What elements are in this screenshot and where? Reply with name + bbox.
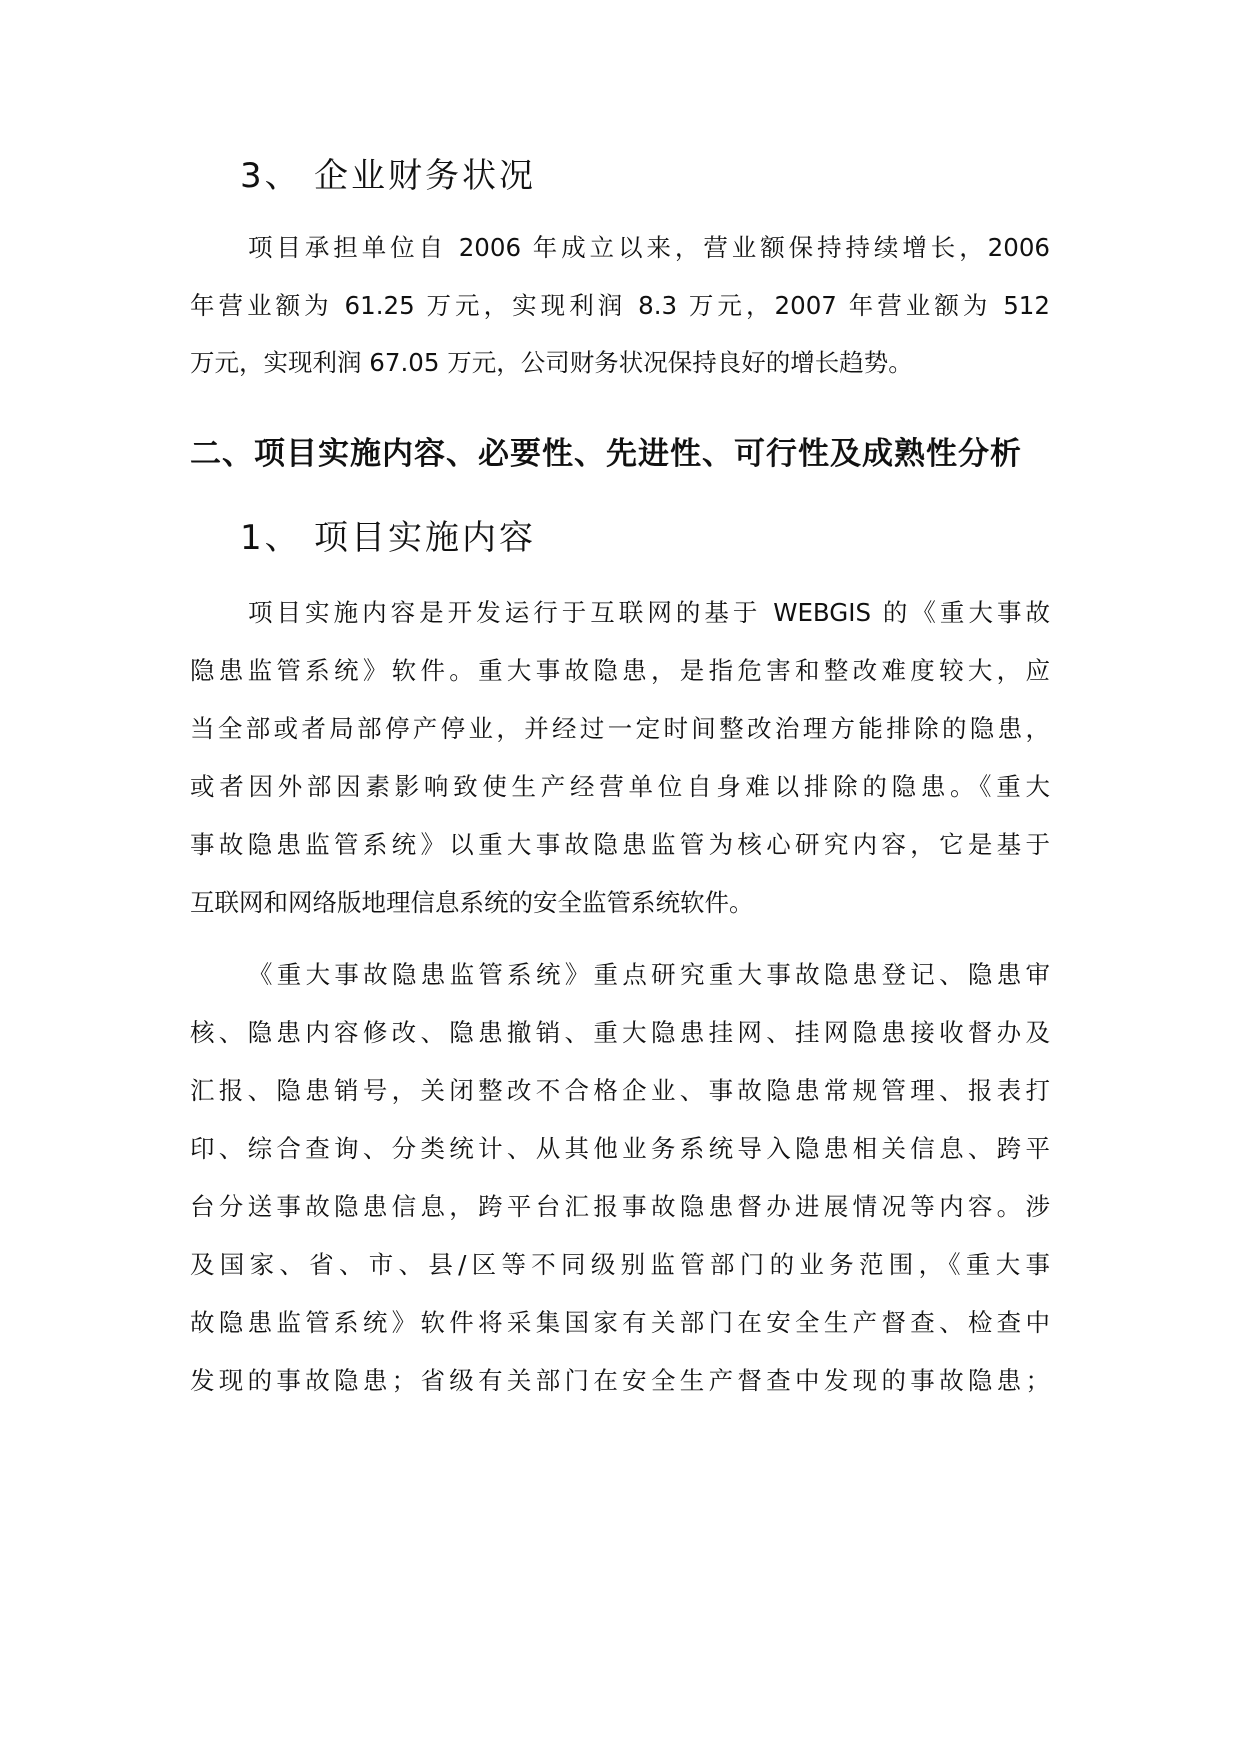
document-page (190, 0, 1050, 1754)
content-paragraph-line: 发现的事故隐患；省级有关部门在安全生产督查中发现的事故隐患； (190, 1366, 1050, 1395)
content-paragraph-line: 《重大事故隐患监管系统》重点研究重大事故隐患登记、隐患审 (248, 960, 1050, 989)
section-number: 1、 (240, 518, 302, 558)
content-paragraph-line: 或者因外部因素影响致使生产经营单位自身难以排除的隐患。《重大 (190, 772, 1050, 801)
chapter-2-heading: 二、项目实施内容、必要性、先进性、可行性及成熟性分析 (190, 436, 1022, 472)
content-paragraph-line: 核、隐患内容修改、隐患撤销、重大隐患挂网、挂网隐患接收督办及 (190, 1018, 1050, 1047)
section-1-heading (240, 510, 536, 559)
section-title: 企业财务状况 (314, 156, 536, 196)
content-paragraph-line: 互联网和网络版地理信息系统的安全监管系统软件。 (190, 888, 754, 917)
finance-paragraph-line: 项目承担单位自 2006 年成立以来，营业额保持持续增长，2006 (248, 233, 1050, 262)
content-paragraph-line: 及国家、省、市、县/区等不同级别监管部门的业务范围，《重大事 (190, 1250, 1050, 1279)
content-paragraph-line: 故隐患监管系统》软件将采集国家有关部门在安全生产督查、检查中 (190, 1308, 1050, 1337)
content-paragraph-line: 台分送事故隐患信息，跨平台汇报事故隐患督办进展情况等内容。涉 (190, 1192, 1050, 1221)
content-paragraph-line: 印、综合查询、分类统计、从其他业务系统导入隐患相关信息、跨平 (190, 1134, 1050, 1163)
section-number: 3、 (240, 156, 302, 196)
content-paragraph-line: 当全部或者局部停产停业，并经过一定时间整改治理方能排除的隐患， (190, 714, 1050, 743)
content-paragraph-line: 项目实施内容是开发运行于互联网的基于 WEBGIS 的《重大事故 (248, 598, 1050, 627)
section-3-heading (240, 148, 536, 197)
content-paragraph-line: 事故隐患监管系统》以重大事故隐患监管为核心研究内容，它是基于 (190, 830, 1050, 859)
content-paragraph-line: 汇报、隐患销号，关闭整改不合格企业、事故隐患常规管理、报表打 (190, 1076, 1050, 1105)
finance-paragraph-line: 万元，实现利润 67.05 万元，公司财务状况保持良好的增长趋势。 (190, 348, 913, 377)
section-title: 项目实施内容 (314, 518, 536, 558)
finance-paragraph-line: 年营业额为 61.25 万元，实现利润 8.3 万元，2007 年营业额为 512 (190, 291, 1050, 320)
content-paragraph-line: 隐患监管系统》软件。重大事故隐患，是指危害和整改难度较大，应 (190, 656, 1050, 685)
